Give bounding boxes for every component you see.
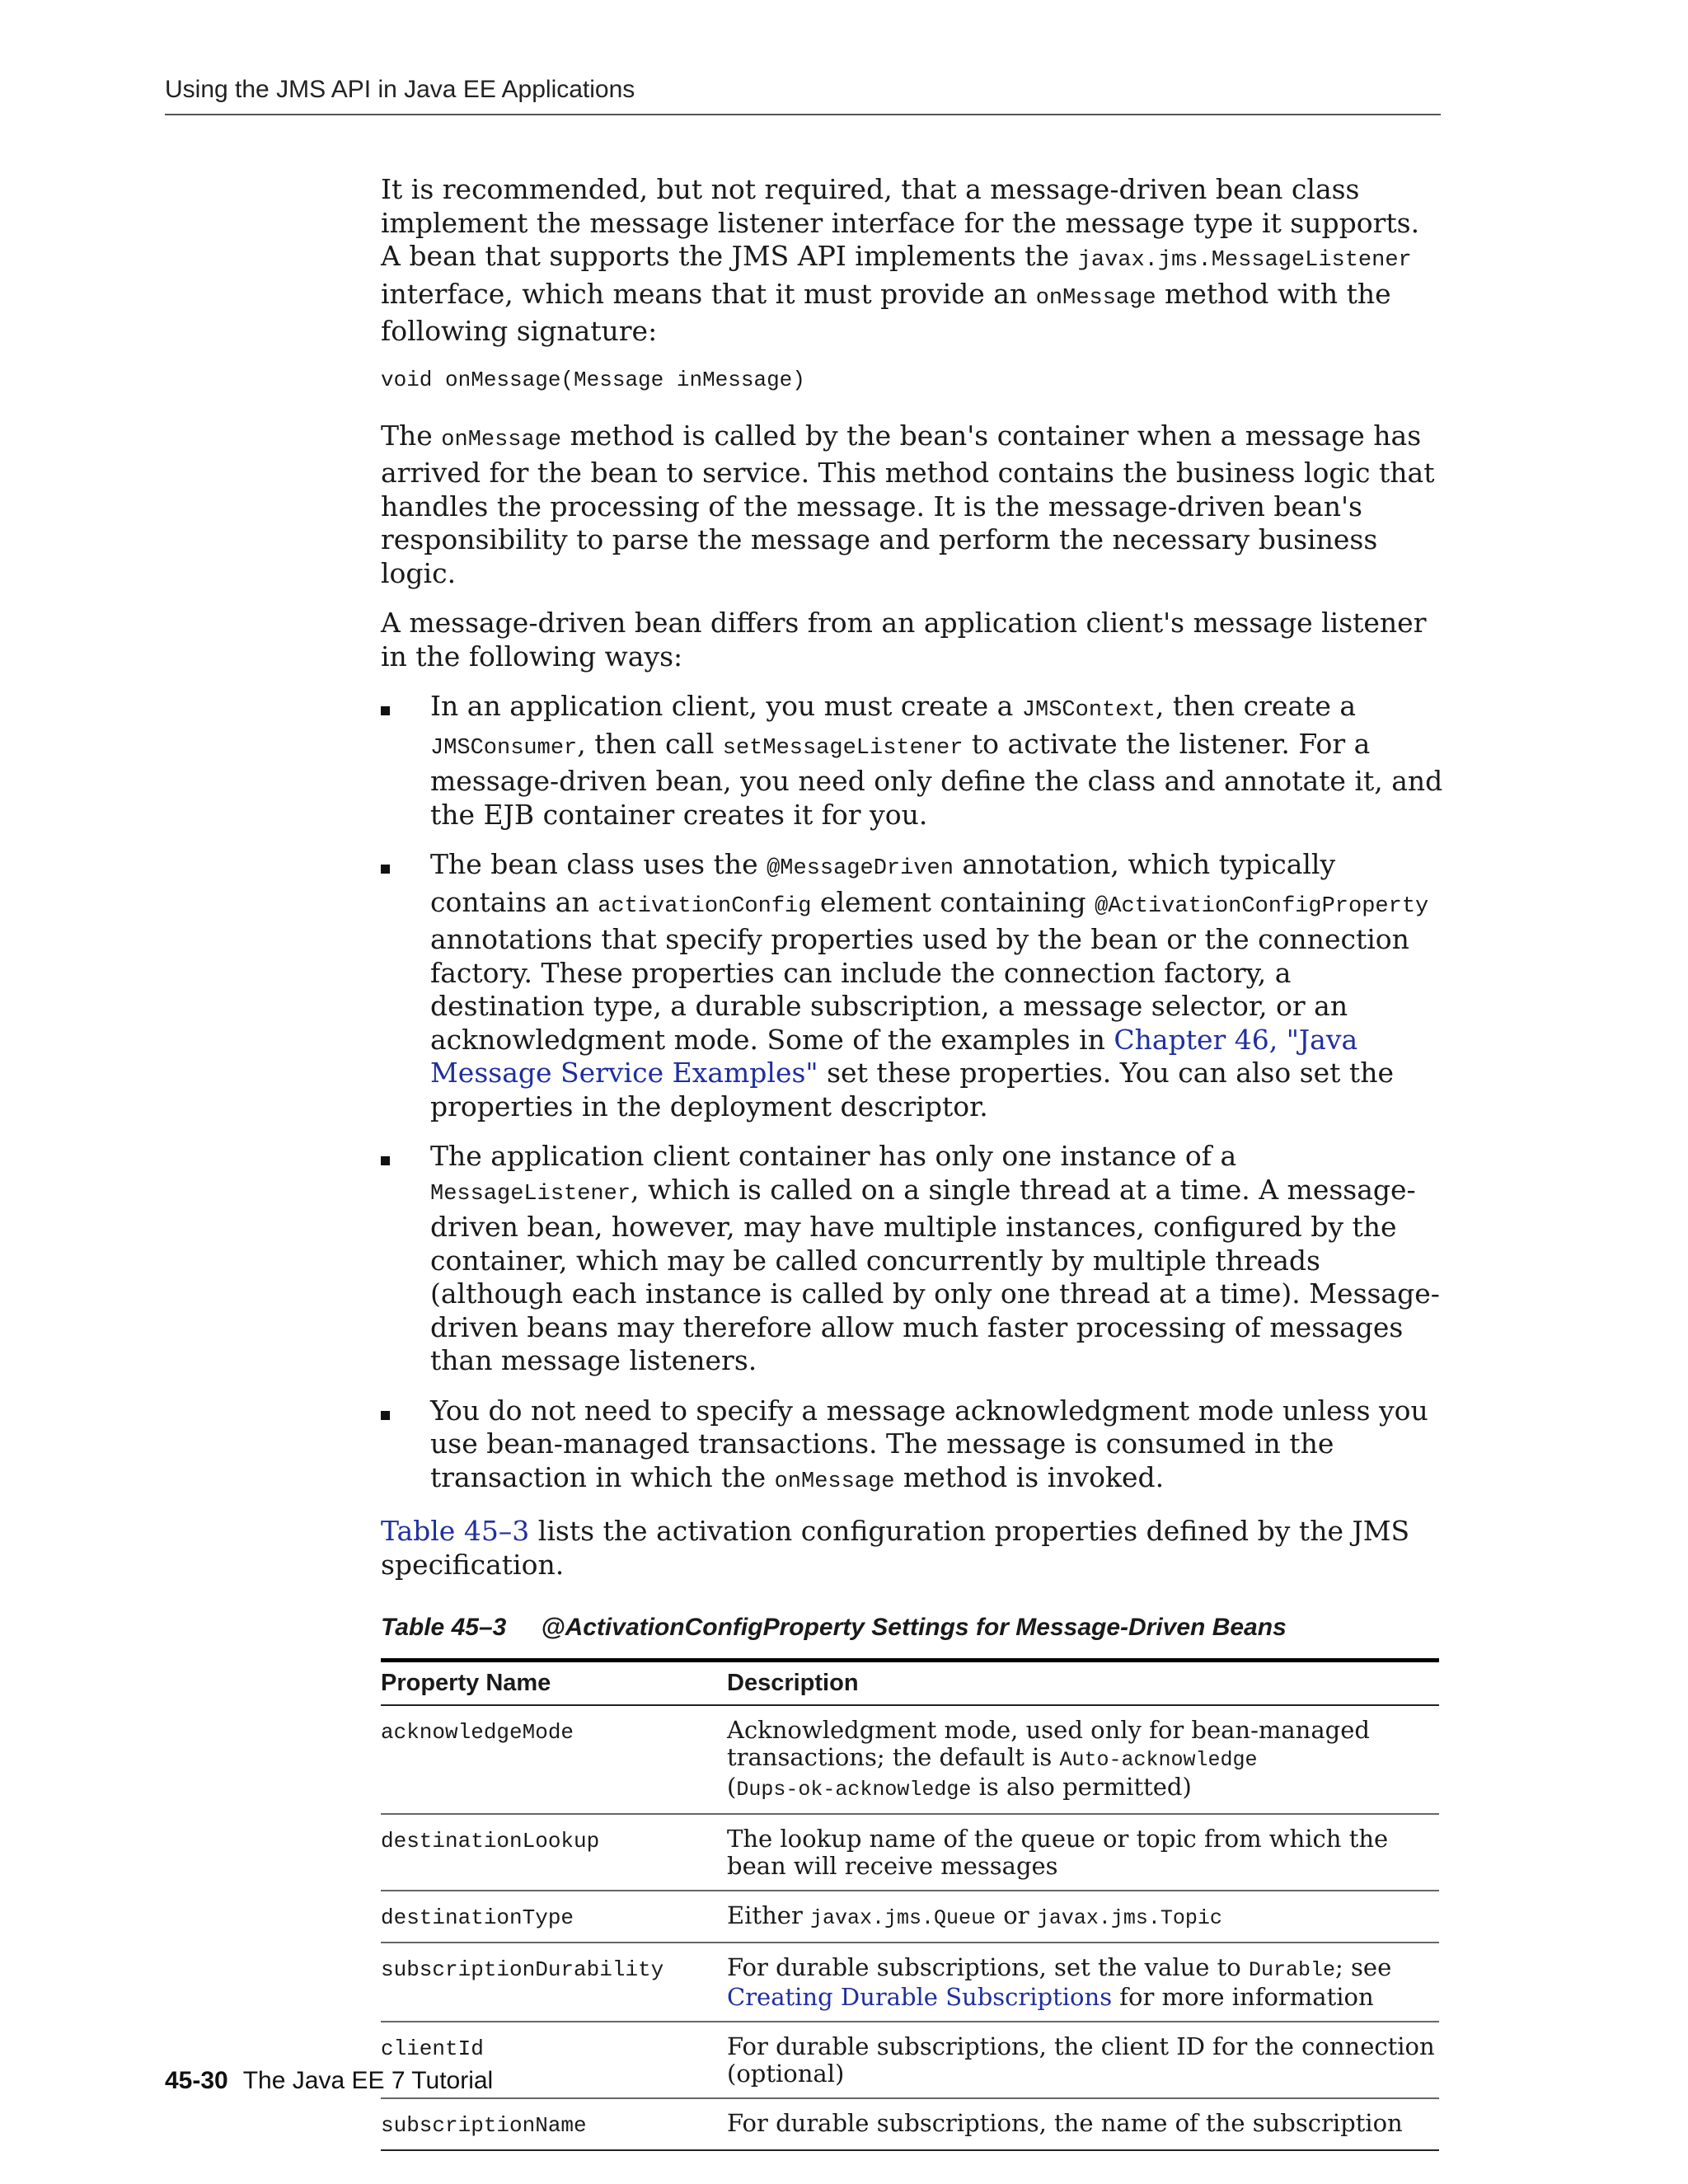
- table-header-row: [381, 1660, 1439, 1705]
- inline-code: onMessage: [1035, 285, 1156, 311]
- bullet-square-icon: [381, 1156, 390, 1165]
- inline-code: activationConfig: [598, 893, 812, 919]
- list-item: The bean class uses the @MessageDriven annotation, which typically contains an activationConfig element containing @ActivationConfigProperty annotations that specify properties used by the bean or the connection factory. These properties can include the connection factory, a destination type, a durable subscription, a message selector, or an acknowledgment mode. Some of the examples in Chapter 46, "Java Message Service Examples" set these properties. You can also set the properties in the deployment descriptor.: [381, 848, 1444, 1123]
- bullet-square-icon: [381, 1411, 390, 1420]
- property-name: clientId: [381, 2036, 484, 2061]
- property-name: subscriptionName: [381, 2112, 587, 2138]
- code-signature: void onMessage(Message inMessage): [381, 367, 805, 392]
- chapter-46-link[interactable]: Chapter 46, "Java Message Service Examples": [430, 1023, 1358, 1089]
- page-footer: [165, 2067, 493, 2095]
- list-item: You do not need to specify a message acknowledgment mode unless you use bean-managed transactions. The message is consumed in the transaction in which the onMessage method is invoked.: [381, 1394, 1444, 1499]
- column-header-property-name: Property Name: [381, 1660, 727, 1705]
- table-caption: [381, 1611, 1444, 1645]
- activation-config-table: [381, 1658, 1439, 2151]
- property-name: destinationType: [381, 1905, 574, 1930]
- inline-code: JMSContext: [1021, 698, 1156, 723]
- table-intro-paragraph: Table 45–3 lists the activation configuration properties defined by the JMS specification.: [381, 1515, 1410, 1581]
- inline-code: @ActivationConfigProperty: [1095, 893, 1429, 919]
- differences-list: [381, 690, 1444, 1498]
- intro-paragraph-3: A message-driven bean differs from an application client's message listener in the following ways:: [381, 607, 1427, 673]
- inline-code: MessageListener: [430, 1181, 631, 1207]
- book-title: The Java EE 7 Tutorial: [242, 2067, 494, 2094]
- column-header-description: Description: [727, 1660, 1439, 1705]
- inline-code: onMessage: [774, 1469, 895, 1494]
- bullet-square-icon: [381, 706, 390, 715]
- table-caption-number: Table 45–3: [381, 1614, 507, 1641]
- intro-paragraph-1: It is recommended, but not required, that a message-driven bean class implement the message listener interface for the message type it supports. A bean that supports the JMS API implements the javax.jms.MessageListener interface, which means that it must provide an onMessage method with the following signature:: [381, 173, 1420, 347]
- property-description: Acknowledgment mode, used only for bean-managed transactions; the default is Auto-acknowledge (Dups-ok-acknowledge is also permitted): [727, 1705, 1439, 1814]
- inline-code: @MessageDriven: [767, 856, 954, 881]
- property-description: For durable subscriptions, set the value to Durable; see Creating Durable Subscriptions for more information: [727, 1943, 1439, 2022]
- creating-durable-subscriptions-link[interactable]: Creating Durable Subscriptions: [727, 1982, 1113, 2011]
- table-row: [381, 1814, 1439, 1891]
- table-row: [381, 1891, 1439, 1943]
- page-number: 45-30: [165, 2067, 228, 2094]
- property-name: subscriptionDurability: [381, 1957, 664, 1982]
- property-name: acknowledgeMode: [381, 1719, 574, 1745]
- property-description: For durable subscriptions, the client ID for the connection (optional): [727, 2022, 1439, 2098]
- list-item: In an application client, you must create a JMSContext, then create a JMSConsumer, then call setMessageListener to activate the listener. For a message-driven bean, you need only define the class and annotate it, and the EJB container creates it for you.: [381, 690, 1444, 832]
- table-row: [381, 2098, 1439, 2150]
- table-row: [381, 2022, 1439, 2098]
- inline-code: javax.jms.MessageListener: [1077, 248, 1412, 273]
- page-body: [381, 173, 1444, 2151]
- table-row: [381, 1943, 1439, 2022]
- list-item: The application client container has only one instance of a MessageListener, which is called on a single thread at a time. A message-driven bean, however, may have multiple instances, configured by the container, which may be called concurrently by multiple threads (although each instance is called by only one thread at a time). Message-driven beans may therefore allow much faster processing of messages than message listeners.: [381, 1140, 1444, 1378]
- bullet-square-icon: [381, 865, 390, 874]
- property-description: For durable subscriptions, the name of the subscription: [727, 2098, 1439, 2150]
- table-row: [381, 1705, 1439, 1814]
- inline-code: JMSConsumer: [430, 735, 578, 761]
- table-45-3-link[interactable]: Table 45–3: [381, 1515, 530, 1547]
- property-description: The lookup name of the queue or topic from which the bean will receive messages: [727, 1814, 1439, 1891]
- running-header-title: Using the JMS API in Java EE Applications: [165, 76, 635, 103]
- table-caption-title: @ActivationConfigProperty Settings for Message-Driven Beans: [541, 1614, 1287, 1641]
- property-name: destinationLookup: [381, 1828, 600, 1854]
- inline-code: setMessageListener: [722, 735, 964, 761]
- inline-code: onMessage: [441, 427, 562, 452]
- running-header: [165, 76, 1441, 115]
- intro-paragraph-2: The onMessage method is called by the bean's container when a message has arrived for the bean to service. This method contains the business logic that handles the processing of the message. It is the message-driven bean's responsibility to parse the message and perform the necessary business logic.: [381, 419, 1435, 589]
- property-description: Either javax.jms.Queue or javax.jms.Topic: [727, 1891, 1439, 1943]
